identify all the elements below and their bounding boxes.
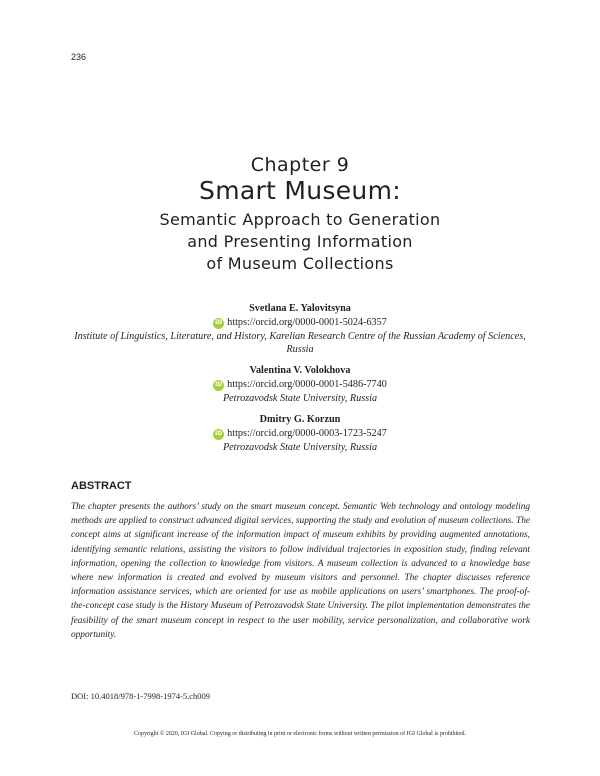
chapter-title: Smart Museum: bbox=[199, 176, 401, 205]
orcid-link[interactable]: https://orcid.org/0000-0001-5024-6357 bbox=[227, 317, 387, 328]
copyright-notice: Copyright © 2020, IGI Global. Copying or distributing in print or electronic forms without written permission of IGI Global is prohibited. bbox=[133, 731, 466, 737]
author-name: Dmitry G. Korzun bbox=[259, 414, 341, 425]
orcid-icon: iD bbox=[213, 318, 224, 329]
chapter-label: Chapter 9 bbox=[250, 154, 350, 176]
abstract-text: The chapter presents the authors’ study on the smart museum concept. Semantic Web technology and ontology modeling methods are applied to construct advanced digital services, supporting the study and evolution of museum collections. The concept aims at significant increase of the information impact of museum exhibits by providing augmented annotations, identifying semantic relations, assisting the visitors to follow individual trajectories in exposition study, finding relevant information, opening the collection to knowledge from visitors. A museum collection is advanced to a knowledge base where new information is created and evolved by museum visitors and personnel. The chapter discusses reference information assistance services, which are oriented for use as mobile applications on users’ smartphones. The proof-of-the-concept case study is the History Museum of Petrozavodsk State University. The pilot implementation demonstrates the feasibility of the smart museum concept in respect to the user mobility, service personalization, and collaborative work opportunity. bbox=[71, 502, 530, 640]
doi: DOI: 10.4018/978-1-7998-1974-5.ch009 bbox=[71, 691, 211, 701]
orcid-link[interactable]: https://orcid.org/0000-0001-5486-7740 bbox=[227, 379, 387, 390]
author-affiliation: Institute of Linguistics, Literature, and History, Karelian Research Centre of the Russian Academy of Sciences, Russia bbox=[74, 331, 526, 355]
orcid-link[interactable]: https://orcid.org/0000-0003-1723-5247 bbox=[227, 428, 387, 439]
author-block bbox=[70, 413, 530, 454]
author-affiliation: Petrozavodsk State University, Russia bbox=[222, 442, 378, 453]
page-number: 236 bbox=[71, 52, 87, 62]
orcid-line bbox=[70, 316, 530, 330]
orcid-icon: iD bbox=[213, 380, 224, 391]
subtitle-line: and Presenting Information bbox=[187, 232, 413, 251]
author-list bbox=[70, 302, 530, 462]
abstract-heading: ABSTRACT bbox=[71, 480, 132, 492]
author-block bbox=[70, 302, 530, 356]
orcid-icon: iD bbox=[213, 429, 224, 440]
author-name: Svetlana E. Yalovitsyna bbox=[249, 303, 351, 314]
orcid-line bbox=[70, 378, 530, 392]
subtitle-line: of Museum Collections bbox=[206, 254, 394, 273]
orcid-line bbox=[70, 427, 530, 441]
author-block bbox=[70, 364, 530, 405]
subtitle-line: Semantic Approach to Generation bbox=[159, 210, 441, 229]
author-affiliation: Petrozavodsk State University, Russia bbox=[222, 393, 378, 404]
author-name: Valentina V. Volokhova bbox=[249, 365, 351, 376]
chapter-subtitle bbox=[0, 209, 600, 275]
